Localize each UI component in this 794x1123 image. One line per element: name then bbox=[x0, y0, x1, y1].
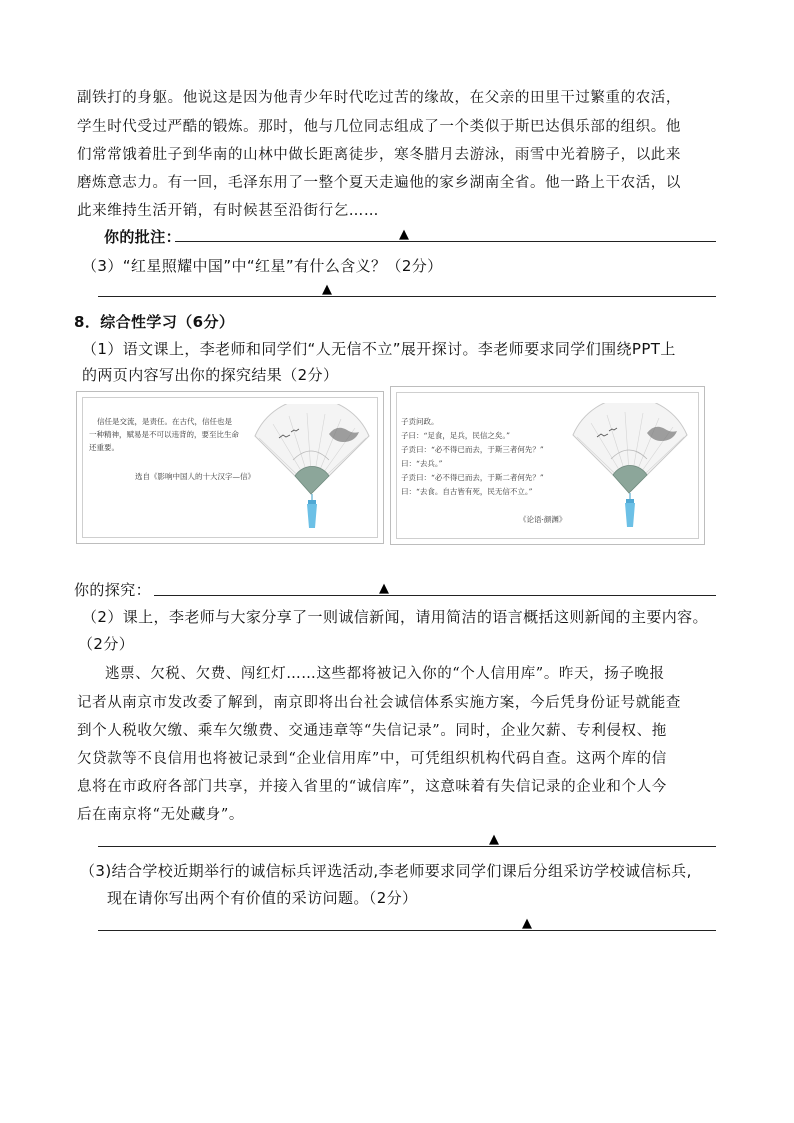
annotation-label: 你的批注： bbox=[104, 228, 182, 246]
answer-marker-icon: ▲ bbox=[322, 282, 332, 297]
slide-2-source: 《论语·颜渊》 bbox=[519, 515, 567, 524]
ppt-slide-1 bbox=[76, 391, 384, 544]
answer-marker-icon: ▲ bbox=[399, 227, 409, 242]
slide-2-line: 子贡曰：“必不得已而去，于斯二者何先？” bbox=[401, 473, 544, 482]
passage-line: 磨炼意志力。有一回，毛泽东用了一整个夏天走遍他的家乡湖南全省。他一路上干农活，以 bbox=[77, 175, 681, 191]
q2-line: （2）课上，李老师与大家分享了一则诚信新闻，请用简洁的语言概括这则新闻的主要内容。 bbox=[82, 608, 708, 626]
news-line: 欠贷款等不良信用也将被记录到“企业信用库”中，可凭组织机构代码自查。这两个库的信 bbox=[77, 751, 667, 767]
slide-2-line: 子贡问政。 bbox=[401, 417, 439, 426]
section-8-title: 8．综合性学习（6分） bbox=[74, 313, 235, 331]
slide-2-line: 子曰：“足食，足兵，民信之矣。” bbox=[401, 431, 510, 440]
slide-1-line: 还重要。 bbox=[89, 443, 119, 452]
news-line: 后在南京将“无处藏身”。 bbox=[77, 807, 245, 823]
answer-marker-icon: ▲ bbox=[522, 916, 532, 931]
passage-line: 副铁打的身躯。他说这是因为他青少年时代吃过苦的缘故，在父亲的田里干过繁重的农活， bbox=[77, 90, 681, 106]
answer-marker-icon: ▲ bbox=[489, 832, 499, 847]
folding-fan-icon bbox=[249, 404, 375, 532]
ppt-slide-2 bbox=[390, 386, 705, 545]
explore-answer-line[interactable] bbox=[154, 595, 716, 596]
passage-line: 此来维持生活开销，有时候甚至沿街行乞…… bbox=[77, 203, 379, 219]
slide-1-line: 一种精神，赋易是不可以违背的，要至比生命 bbox=[89, 430, 239, 439]
q3-line: （3)结合学校近期举行的诚信标兵评选活动,李老师要求同学们课后分组采访学校诚信标兵, bbox=[80, 862, 692, 880]
answer-marker-icon: ▲ bbox=[379, 581, 389, 596]
news-answer-line[interactable] bbox=[98, 846, 716, 847]
slide-2-line: 曰：“去食。自古皆有死，民无信不立。” bbox=[401, 487, 533, 496]
slide-1-source: 选自《影响中国人的十大汉字—信》 bbox=[135, 472, 255, 481]
explore-label: 你的探究： bbox=[74, 581, 152, 599]
question-red-star: （3）“红星照耀中国”中“红星”有什么含义？（2分） bbox=[82, 257, 443, 275]
slide-2-line: 曰：“去兵。” bbox=[401, 459, 443, 468]
news-line: 记者从南京市发改委了解到，南京即将出台社会诚信体系实施方案，今后凭身份证号就能查 bbox=[77, 695, 681, 711]
slide-2-line: 子贡曰：“必不得已而去，于斯三者何先？” bbox=[401, 445, 544, 454]
q3-line: 现在请你写出两个有价值的采访问题。（2分） bbox=[107, 889, 418, 907]
q1-line: （1）语文课上，李老师和同学们“人无信不立”展开探讨。李老师要求同学们围绕PPT上 bbox=[82, 340, 676, 358]
annotation-answer-line[interactable] bbox=[175, 241, 716, 242]
red-star-answer-line[interactable] bbox=[98, 296, 716, 297]
slide-1-line: 信任是交流，是责任。在古代，信任也是 bbox=[97, 417, 232, 426]
q1-line: 的两页内容写出你的探究结果（2分） bbox=[82, 366, 339, 384]
interview-answer-line[interactable] bbox=[98, 930, 716, 931]
q2-line: （2分） bbox=[78, 635, 135, 653]
passage-line: 们常常饿着肚子到华南的山林中做长距离徒步，寒冬腊月去游泳，雨雪中光着膀子，以此来 bbox=[77, 147, 681, 163]
news-line: 息将在市政府各部门共享，并接入省里的“诚信库”，这意味着有失信记录的企业和个人今 bbox=[77, 779, 667, 795]
passage-line: 学生时代受过严酷的锻炼。那时，他与几位同志组成了一个类似于斯巴达俱乐部的组织。他 bbox=[77, 119, 681, 135]
folding-fan-icon bbox=[567, 403, 693, 531]
news-line: 到个人税收欠缴、乘车欠缴费、交通违章等“失信记录”。同时，企业欠薪、专利侵权、拖 bbox=[77, 723, 667, 739]
news-line: 逃票、欠税、欠费、闯红灯……这些都将被记入你的“个人信用库”。昨天，扬子晚报 bbox=[105, 666, 665, 682]
